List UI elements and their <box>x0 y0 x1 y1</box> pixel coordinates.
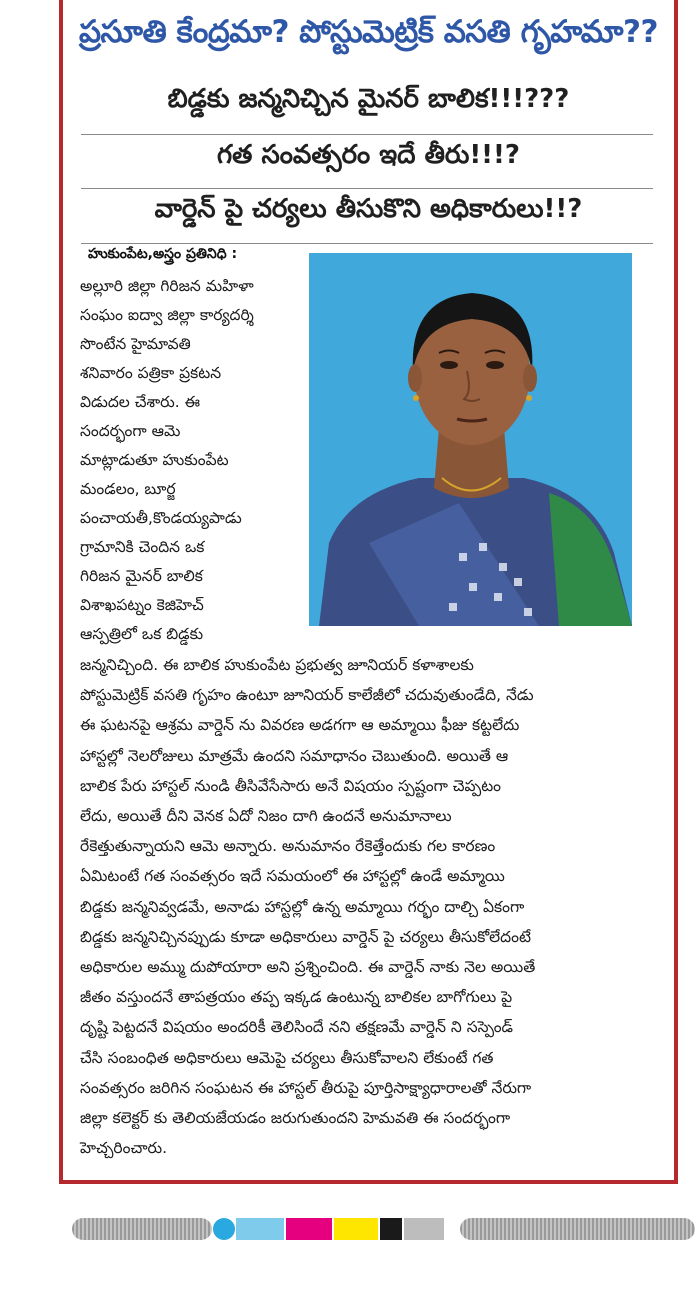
headline: ప్రసూతి కేంద్రమా? పోస్టుమెట్రిక్ వసతి గృహమా?? <box>78 14 659 50</box>
body-line: జీతం వస్తుందనే తాపత్రయం తప్ప ఇక్కడ ఉంటున్న బాలికల బాగోగులు పై <box>80 988 513 1007</box>
body-line: లేదు, అయితే దీని వెనక ఏదో నిజం దాగి ఉందనే అనుమానాలు <box>80 807 452 826</box>
column-line: గ్రామానికి చెందిన ఒక <box>80 538 205 556</box>
column-line: పంచాయతీ,కొండయ్యపాడు <box>80 509 242 527</box>
body-line: పోస్టుమెట్రిక్ వసతి గృహం ఉంటూ జూనియర్ కాలేజీలో చదువుతుండేది, నేడు <box>80 686 534 705</box>
divider <box>81 134 653 135</box>
body-line: రేకెత్తుతున్నాయని ఆమె అన్నారు. అనుమానం రేకెత్తేందుకు గల కారణం <box>80 837 496 856</box>
subheading-2: గత సంవత్సరం ఇదే తీరు!!!? <box>217 140 520 170</box>
body-line: హాస్టల్లో నెలరోజులు మాత్రమే ఉందని సమాధానం చెబుతుంది. అయితే ఆ <box>80 746 509 765</box>
column-line: విడుదల చేశారు. ఈ <box>80 393 200 411</box>
body-line: అధికారుల అమ్ము దుపోయారా అని ప్రశ్నించింది. ఈ వార్డెన్ నాకు నెల అయితే <box>80 958 536 977</box>
article-body <box>80 650 660 1163</box>
divider <box>81 243 653 244</box>
column-line: అల్లూరి జిల్లా గిరిజన మహిళా <box>80 277 254 295</box>
column-line: విశాఖపట్నం కెజిహెచ్ <box>80 596 204 614</box>
body-line: హెచ్చరించారు. <box>80 1139 168 1158</box>
dateline: హుకుంపేట,అస్త్రం ప్రతినిధి : <box>88 246 238 262</box>
column-line: మండలం, బూర్జ <box>80 480 176 498</box>
body-line: సంవత్సరం జరిగిన సంఘటన ఈ హాస్టల్ తీరుపై పూర్తిసాక్ష్యాధారాలతో నేరుగా <box>80 1078 532 1097</box>
subheading-3: వార్డెన్ పై చర్యలు తీసుకొని అధికారులు!!? <box>154 194 583 224</box>
body-line: బిడ్డకు జన్మనిచ్చినప్పుడు కూడా అధికారులు వార్డెన్ పై చర్యలు తీసుకోలేదంటే <box>80 927 531 946</box>
divider <box>81 188 653 189</box>
body-line: జన్మనిచ్చింది. ఈ బాలిక హుకుంపేట ప్రభుత్వ జూనియర్ కళాశాలకు <box>80 656 474 674</box>
body-line: చేసి సంబంధిత అధికారులు ఆమెపై చర్యలు తీసుకోవాలని లేకుంటే గత <box>80 1048 494 1067</box>
column-line: సందర్భంగా ఆమె <box>80 422 181 440</box>
body-line: బిడ్డకు జన్మనివ్వడమే, అనాడు హాస్టల్లో ఉన్న అమ్మాయి గర్భం దాల్చి ఏకంగా <box>80 897 525 916</box>
column-line: ఆస్పత్రిలో ఒక బిడ్డకు <box>80 625 204 643</box>
column-line: మాట్లాడుతూ హుకుంపేట <box>80 451 229 469</box>
print-registration-bar <box>0 1216 695 1242</box>
portrait-photo <box>309 253 632 626</box>
article-body-column <box>80 272 302 649</box>
body-line: ఏమిటంటే గత సంవత్సరం ఇదే సమయంలో ఈ హాస్టల్లో ఉండే అమ్మాయి <box>80 867 505 886</box>
body-line: దృష్టి పెట్టదనే విషయం అందరికీ తెలిసిందే నని తక్షణమే వార్డెన్ ని సస్పెండ్ <box>80 1018 514 1037</box>
column-line: సొంటేన హైమావతి <box>80 335 191 353</box>
body-line: ఈ ఘటనపై ఆశ్రమ వార్డెన్ ను వివరణ అడగగా ఆ అమ్మాయి ఫీజు కట్టలేదు <box>80 716 520 735</box>
column-line: గిరిజన మైనర్ బాలిక <box>80 567 203 585</box>
column-line: సంఘం ఐద్వా జిల్లా కార్యదర్శి <box>80 306 254 324</box>
subheading-1: బిడ్డకు జన్మనిచ్చిన మైనర్ బాలిక!!!??? <box>167 84 570 114</box>
column-line: శనివారం పత్రికా ప్రకటన <box>80 364 222 382</box>
body-line: జిల్లా కలెక్టర్ కు తెలియజేయడం జరుగుతుందని హెమవతి ఈ సందర్భంగా <box>80 1109 511 1128</box>
body-line: బాలిక పేరు హాస్టల్ నుండి తీసివేసేసారు అనే విషయం స్పష్టంగా చెప్పటం <box>80 776 502 795</box>
